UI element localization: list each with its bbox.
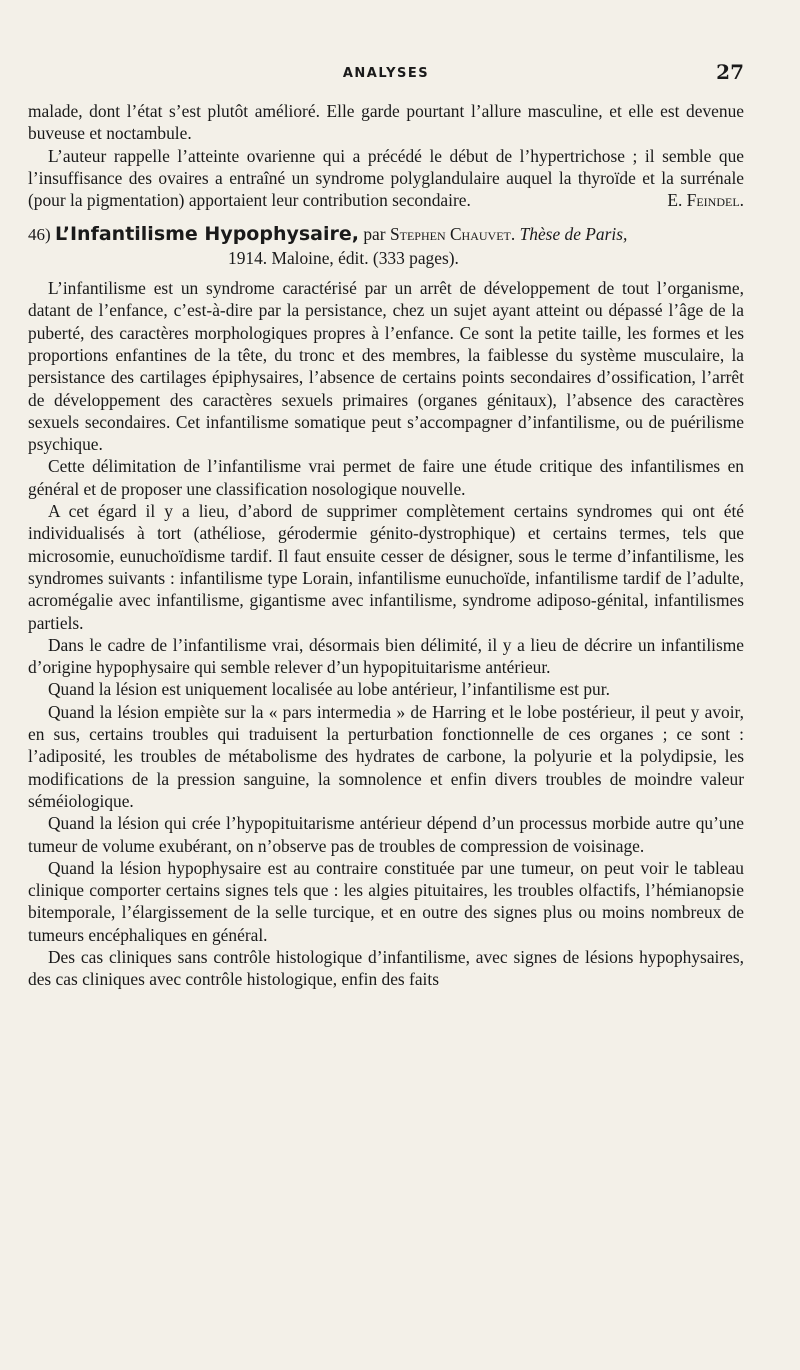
previous-review-paragraph (28, 145, 744, 212)
entry-title: L’Infantilisme Hypophysaire, (55, 223, 359, 246)
running-title: ANALYSES (342, 66, 430, 81)
paragraph: Quand la lésion hypophysaire est au contraire constituée par une tumeur, on peut voir le tableau clinique comporter certains signes tels que : les algies pituitaires, les troubles olfactifs, l’hémianopsie bitemporale, l’élargissement de la selle turcique, et en outre des signes plus ou moins nombreux de tumeurs encéphaliques en général. (28, 857, 744, 945)
entry-publication: 1914. Maloine, édit. (333 pages). (228, 247, 459, 268)
entry-author: Stephen Chauvet. (389, 224, 516, 245)
paragraph: L’infantilisme est un syndrome caractérisé par un arrêt de développement de tout l’organisme, datant de l’enfance, c’est-à-dire par la persistance, chez un sujet ayant atteint ou dépassé l’âge de la puberté, des caractères morphologiques propres à l’enfance. Ce sont la petite taille, les formes et les proportions enfantines de la tête, du tronc et des membres, la faiblesse du système musculaire, la persistance des cartilages épiphysaires, l’absence de certains points secondaires d’ossification, l’arrêt de développement des caractères sexuels primaires (organes génitaux), l’absence des caractères sexuels secondaires. Cet infantilisme somatique peut s’accompagner d’infantilisme, ou de puérilisme psychique. (28, 278, 744, 455)
paragraph: A cet égard il y a lieu, d’abord de supprimer complètement certains syndromes qui ont été individualisés à tort (athéliose, gérodermie génito-dystrophique) et certains termes, tels que microsomie, eunuchoïdisme tardif. Il faut ensuite cesser de désigner, sous le terme d’infantilisme, les syndromes suivants : infantilisme type Lorain, infantilisme eunuchoïde, infantilisme tardif de l’adulte, acromégalie avec infantilisme, gigantisme avec infantilisme, syndrome adiposo-génital, infantilismes partiels. (28, 501, 744, 633)
entry-by: par (363, 224, 386, 245)
running-header (28, 60, 744, 84)
reviewer-signature: E. Feindel. (667, 190, 744, 211)
paragraph: Quand la lésion est uniquement localisée au lobe antérieur, l’infantilisme est pur. (48, 679, 610, 700)
entry-thesis: Thèse de Paris, (519, 224, 628, 245)
page-number: 27 (716, 60, 744, 84)
paragraph: Quand la lésion qui crée l’hypopituitarisme antérieur dépend d’un processus morbide autre qu’une tumeur de volume exubérant, on n’observe pas de troubles de compression de voisinage. (28, 813, 744, 856)
article-body (28, 100, 744, 991)
entry-number: 46) (28, 225, 51, 245)
previous-review-text: L’auteur rappelle l’atteinte ovarienne qui a précédé le début de l’hypertrichose ; il semble que l’insuffisance des ovaires a entraîné un syndrome polyglandulaire auquel la thyroïde et la surrénale (pour la pigmentation) apportaient leur contribution secondaire. (28, 145, 744, 211)
bibliographic-entry (28, 223, 744, 269)
paragraph: Quand la lésion empiète sur la « pars intermedia » de Harring et le lobe postérieur, il peut y avoir, en sus, certains troubles qui traduisent la perturbation fonctionnelle de ces organes ; ce sont : l’adiposité, les troubles de métabolisme des hydrates de carbone, la polyurie et la polydipsie, les modifications de la pression sanguine, la somnolence et enfin divers troubles de moindre valeur séméiologique. (28, 701, 744, 811)
paragraph: Des cas cliniques sans contrôle histologique d’infantilisme, avec signes de lésions hypophysaires, des cas cliniques avec contrôle histologique, enfin des faits (28, 946, 744, 990)
paragraph: Dans le cadre de l’infantilisme vrai, désormais bien délimité, il y a lieu de décrire un infantilisme d’origine hypophysaire qui semble relever d’un hypopituitarisme antérieur. (28, 634, 744, 678)
paragraph: Cette délimitation de l’infantilisme vrai permet de faire une étude critique des infantilismes en général et de proposer une classification nosologique nouvelle. (28, 456, 744, 499)
previous-review-continuation: malade, dont l’état s’est plutôt amélioré. Elle garde pourtant l’allure masculine, et elle est devenue buveuse et noctambule. (28, 101, 744, 144)
